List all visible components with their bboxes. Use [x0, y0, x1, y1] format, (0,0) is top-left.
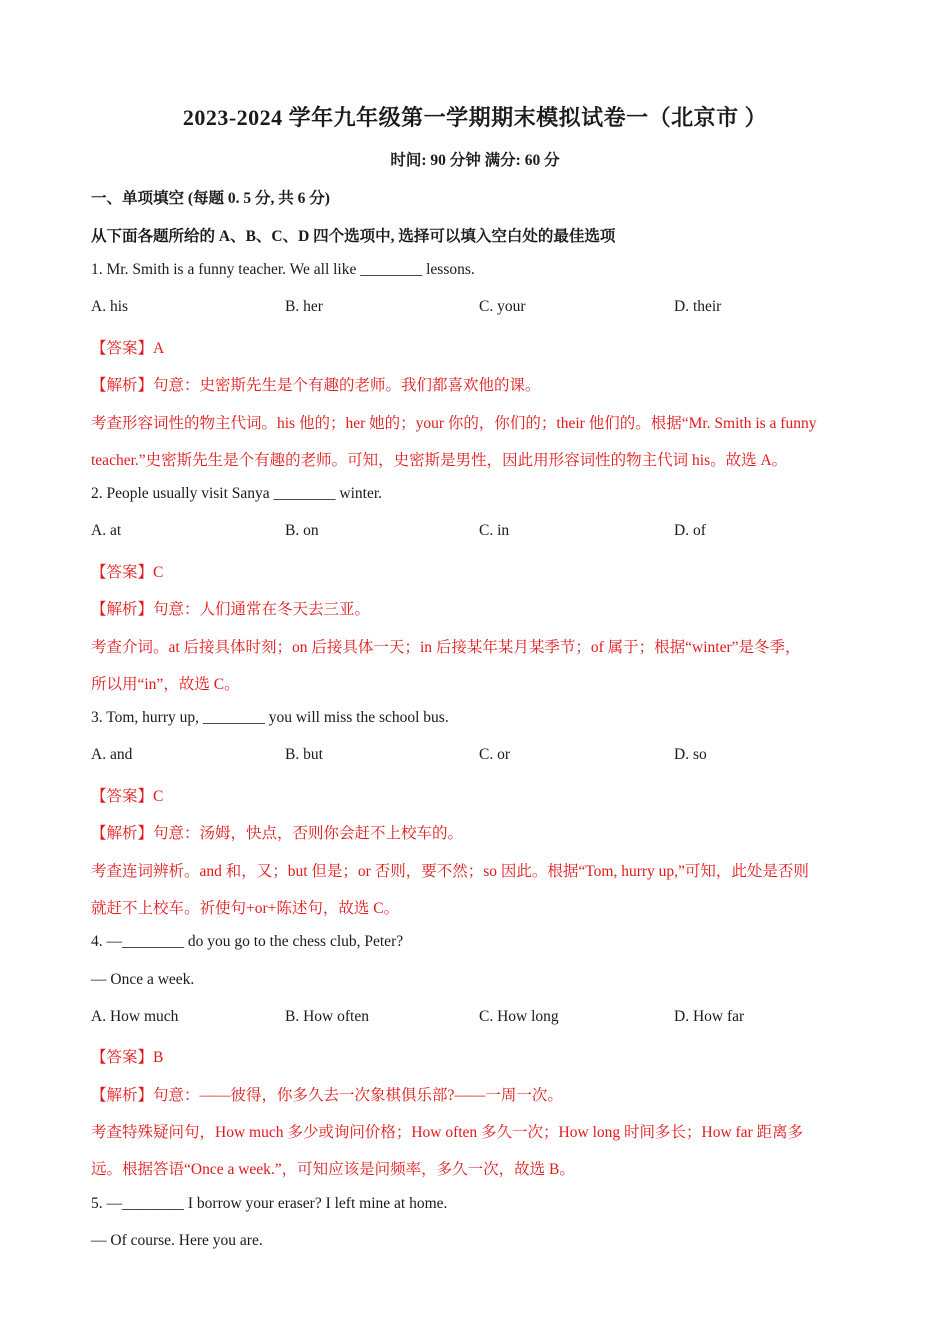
- question-2-option-a: A. at: [91, 522, 122, 539]
- question-4-answer: 【答案】B: [91, 1049, 164, 1066]
- question-4-stem: 4. —________ do you go to the chess club, Peter?: [91, 933, 404, 950]
- question-1-option-b: B. her: [285, 298, 323, 315]
- question-4-explanation-line1: 考查特殊疑问句，How much 多少或询问价格；How often 多久一次；How long 时间多长；How far 距离多: [91, 1124, 804, 1141]
- question-1-option-d: D. their: [674, 298, 722, 315]
- question-2-option-d: D. of: [674, 522, 706, 539]
- section-heading: 一、单项填空 (每题 0. 5 分, 共 6 分): [91, 190, 330, 207]
- question-3-explanation-line2: 就赶不上校车。祈使句+or+陈述句，故选 C。: [91, 900, 400, 917]
- question-2-explanation-line2: 所以用“in”，故选 C。: [91, 676, 240, 693]
- page-title: 2023-2024 学年九年级第一学期期末模拟试卷一（北京市 ）: [182, 105, 768, 130]
- question-1-answer: 【答案】A: [91, 340, 165, 357]
- question-4-option-d: D. How far: [674, 1008, 745, 1025]
- question-5-stem: 5. —________ I borrow your eraser? I left mine at home.: [91, 1195, 448, 1212]
- question-1-option-a: A. his: [91, 298, 129, 315]
- question-4-explanation-line2: 远。根据答语“Once a week.”，可知应该是问频率，多久一次，故选 B。: [91, 1161, 575, 1178]
- question-2-explanation-line1: 考查介词。at 后接具体时刻；on 后接具体一天；in 后接某年某月某季节；of 属于；根据“winter”是冬季，: [91, 639, 801, 656]
- question-4-reply: — Once a week.: [91, 971, 195, 988]
- question-3-option-c: C. or: [479, 746, 510, 763]
- question-1-analysis: 【解析】句意：史密斯先生是个有趣的老师。我们都喜欢他的课。: [91, 377, 541, 394]
- question-4-option-a: A. How much: [91, 1008, 179, 1025]
- question-2-stem: 2. People usually visit Sanya ________ winter.: [91, 485, 383, 502]
- question-1-stem: 1. Mr. Smith is a funny teacher. We all like ________ lessons.: [91, 261, 475, 278]
- exam-time-score: 时间: 90 分钟 满分: 60 分: [390, 152, 560, 169]
- question-1-explanation-line2: teacher.”史密斯先生是个有趣的老师。可知，史密斯是男性，因此用形容词性的物主代词 his。故选 A。: [91, 452, 788, 469]
- question-2-option-c: C. in: [479, 522, 510, 539]
- question-2-analysis: 【解析】句意：人们通常在冬天去三亚。: [91, 601, 371, 618]
- question-2-answer: 【答案】C: [91, 564, 164, 581]
- question-3-option-d: D. so: [674, 746, 707, 763]
- question-3-option-a: A. and: [91, 746, 133, 763]
- question-1-explanation-line1: 考查形容词性的物主代词。his 他的；her 她的；your 你的，你们的；their 他们的。根据“Mr. Smith is a funny: [91, 415, 817, 432]
- section-instruction: 从下面各题所给的 A、B、C、D 四个选项中, 选择可以填入空白处的最佳选项: [91, 228, 616, 245]
- question-3-answer: 【答案】C: [91, 788, 164, 805]
- question-3-stem: 3. Tom, hurry up, ________ you will miss the school bus.: [91, 709, 449, 726]
- question-1-option-c: C. your: [479, 298, 526, 315]
- question-3-explanation-line1: 考查连词辨析。and 和，又；but 但是；or 否则，要不然；so 因此。根据“Tom, hurry up,”可知，此处是否则: [91, 863, 809, 880]
- question-3-analysis: 【解析】句意：汤姆，快点，否则你会赶不上校车的。: [91, 825, 464, 842]
- question-5-reply: — Of course. Here you are.: [91, 1232, 263, 1249]
- question-4-option-c: C. How long: [479, 1008, 559, 1025]
- question-4-analysis: 【解析】句意：——彼得，你多久去一次象棋俱乐部?——一周一次。: [91, 1087, 563, 1104]
- question-2-option-b: B. on: [285, 522, 319, 539]
- question-3-option-b: B. but: [285, 746, 323, 763]
- question-4-option-b: B. How often: [285, 1008, 369, 1025]
